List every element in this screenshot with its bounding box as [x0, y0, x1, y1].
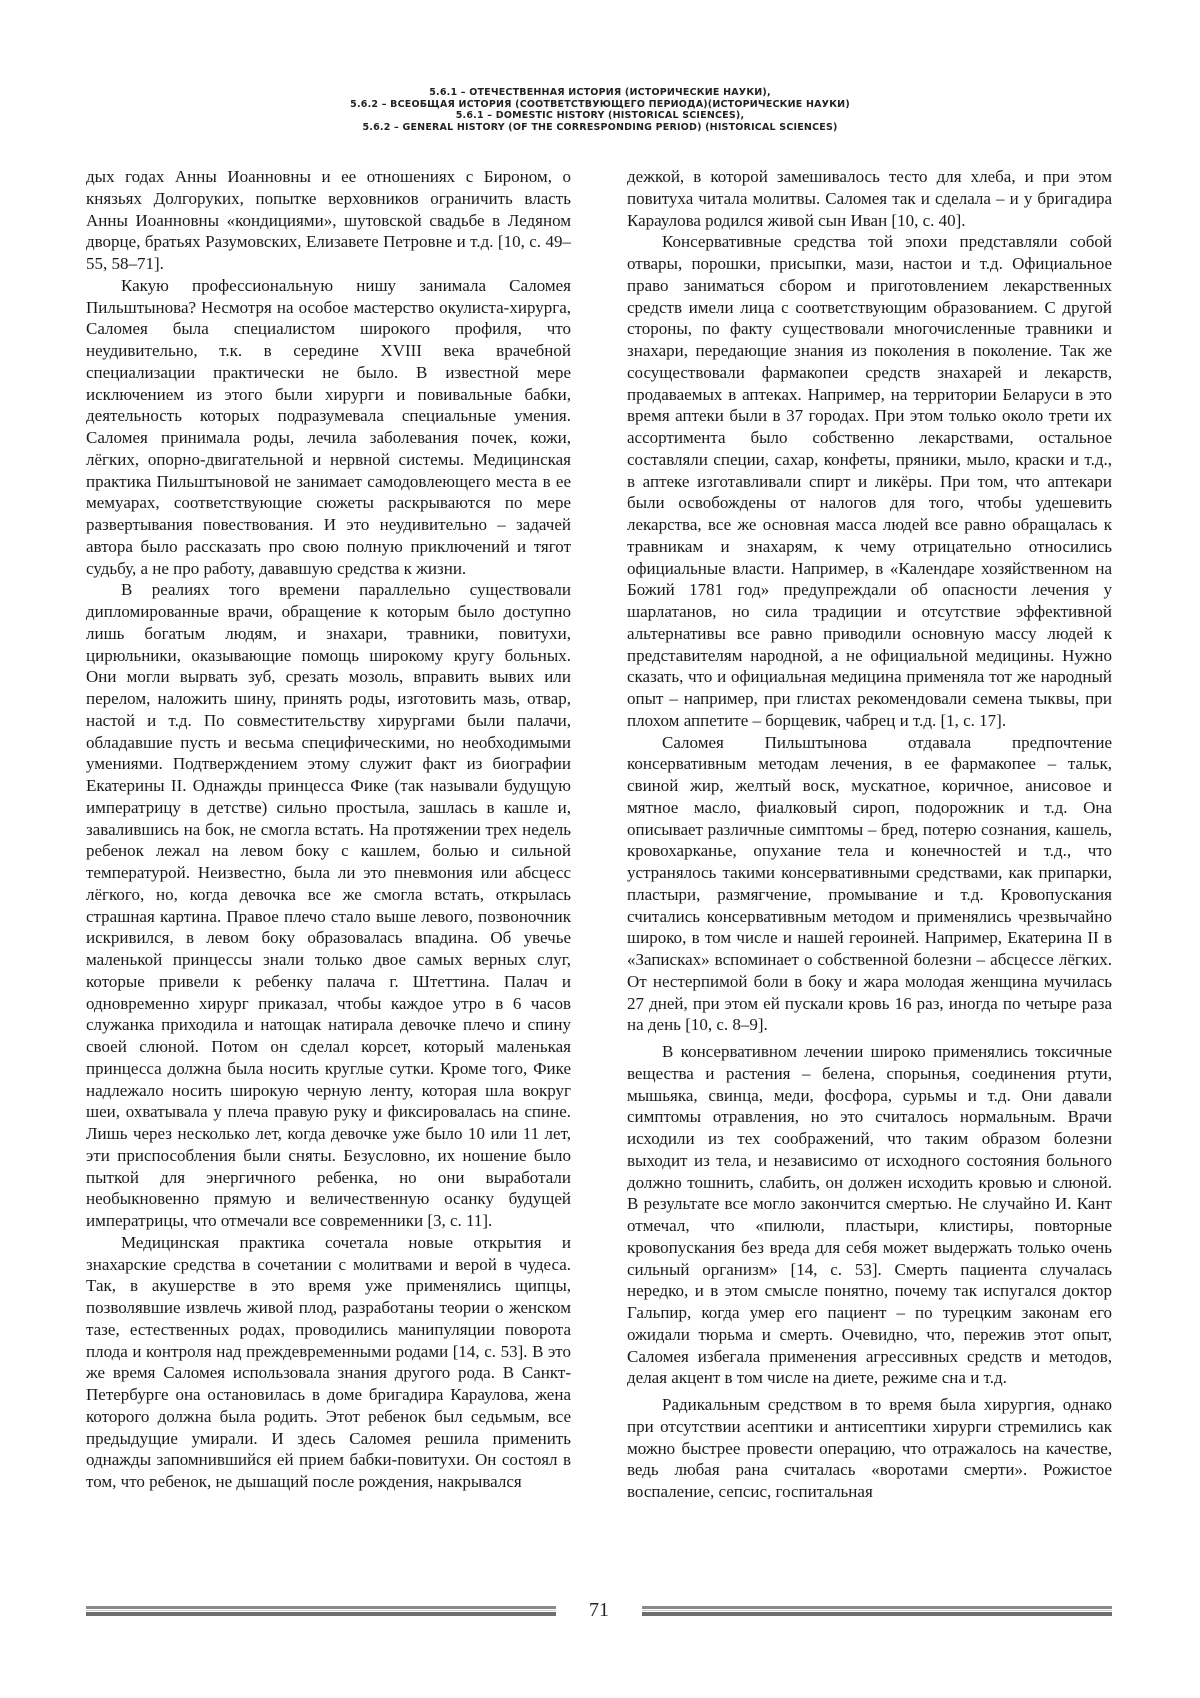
- right-paragraph-4: В консервативном лечении широко применялись токсичные вещества и растения – белена, спорынья, соединения ртути, мышьяка, свинца, меди, фосфора, сурьмы и т.д. Они давали симптомы отравления, но это считалось нормальным. Врачи исходили из тех соображений, что таким образом болезни выходит из тела, и независимо от исходного состояния больного должно тошнить, слабить, он должен исходить кровью и слюной. В результате все могло закончится смертью. Не случайно И. Кант отмечал, что «пилюли, пластыри, клистиры, повторные кровопускания без вреда для себя может выдержать только очень сильный организм» [14, с. 53]. Смерть пациента случалась нередко, и в этом смысле понятно, почему так испугался доктор Гальпир, когда умер его пациент – по турецким законам его ожидали тюрьма и смерть. Очевидно, что, пережив этот опыт, Саломея избегала применения агрессивных средств и методов, делая акцент в том числе на диете, режиме сна и т.д.: [627, 1042, 1112, 1388]
- right-paragraph-3: Саломея Пильштынова отдавала предпочтение консервативным методам лечения, в ее фармакопее – тальк, свиной жир, желтый воск, мускатное, коричное, анисовое и мятное масло, фиалковый сироп, подорожник и т.д. Она описывает различные симптомы – бред, потерю сознания, кашель, кровохарканье, опухание тела и конечностей и т.д., что устранялось такими консервативными средствами, как припарки, пластыри, размягчение, промывание и т.д. Кровопускания считались консервативным методом и применялись чрезвычайно широко, в том числе и нашей героиней. Например, Екатерина II в «Записках» вспоминает о собственной болезни – абсцессе лёгких. От нестерпимой боли в боку и жара молодая женщина мучилась 27 дней, при этом ей пускали кровь 16 раз, иногда по четыре раза на день [10, с. 8–9].: [627, 732, 1112, 1035]
- page-footer: [86, 1599, 1112, 1625]
- running-header: [0, 87, 1200, 133]
- left-paragraph-4: Медицинская практика сочетала новые открытия и знахарские средства в сочетании с молитвами и верой в чудеса. Так, в акушерстве в это время уже применялись щипцы, позволявшие извлечь живой плод, разработаны теории о женском тазе, естественных родах, проводились манипуляции поворота плода и контроля над преждевременными родами [14, с. 53]. В это же время Саломея использовала знания другого рода. В Санкт-Петербурге она остановилась в доме бригадира Караулова, жена которого должна была родить. Этот ребенок был седьмым, все предыдущие умирали. И здесь Саломея решила применить однажды запомнившийся ей прием бабки-повитухи. Он состоял в том, что ребенок, не дышащий после рождения, накрывался: [86, 1232, 571, 1491]
- page-number: 71: [589, 1599, 609, 1621]
- left-paragraph-2: Какую профессиональную нишу занимала Саломея Пильштынова? Несмотря на особое мастерство окулиста-хирурга, Саломея была специалистом широкого профиля, что неудивительно, т.к. в середине XVIII века врачебной специализации практически не было. В известной мере исключением из этого были хирурги и повивальные бабки, деятельность которых подразумевала специальные умения. Саломея принимала роды, лечила заболевания почек, кожи, лёгких, опорно-двигательной и нервной системы. Медицинская практика Пильштыновой не занимает самодовлеющего места в ее мемуарах, соответствующие сюжеты раскрываются по мере развертывания повествования. И это неудивительно – задачей автора было рассказать про свою полную приключений и тягот судьбу, а не про работу, дававшую средства к жизни.: [86, 275, 571, 578]
- right-column: [627, 166, 1112, 1503]
- footer-rule-left: [86, 1606, 556, 1616]
- left-paragraph-1: дых годах Анны Иоанновны и ее отношениях с Бироном, о князьях Долгоруких, попытке верховников ограничить власть Анны Иоанновны «кондициями», шутовской свадьбе в Ледяном дворце, братьях Разумовских, Елизавете Петровне и т.д. [10, с. 49–55, 58–71].: [86, 167, 571, 273]
- header-line-3: 5.6.1 – DOMESTIC HISTORY (HISTORICAL SCIENCES),: [455, 110, 745, 121]
- header-line-4: 5.6.2 – GENERAL HISTORY (OF THE CORRESPONDING PERIOD) (HISTORICAL SCIENCES): [362, 121, 838, 133]
- right-paragraph-1: дежкой, в которой замешивалось тесто для хлеба, и при этом повитуха читала молитвы. Саломея так и сделала – и у бригадира Караулова родился живой сын Иван [10, с. 40].: [627, 167, 1112, 230]
- header-line-1: 5.6.1 – ОТЕЧЕСТВЕННАЯ ИСТОРИЯ (ИСТОРИЧЕСКИЕ НАУКИ),: [429, 87, 771, 98]
- right-paragraph-2: Консервативные средства той эпохи представляли собой отвары, порошки, присыпки, мази, настои и т.д. Официальное право заниматься сбором и приготовлением лекарственных средств имели лица с соответствующим образованием. С другой стороны, по факту существовали многочисленные травники и знахари, передающие знания из поколения в поколение. Так же сосуществовали фармакопеи средств знахарей и лекарств, продаваемых в аптеках. Например, на территории Беларуси в это время аптеки были в 37 городах. При этом только около трети их ассортимента было собственно лекарствами, остальное составляли специи, сахар, конфеты, пряники, мыло, краски и т.д., в аптеке изготавливали спирт и ликёры. При том, что аптекари были освобождены от налогов для того, чтобы удешевить лекарства, все же основная масса людей все равно обращалась к травникам и знахарям, к чему отрицательно относились официальные власти. Например, в «Календаре хозяйственном на Божий 1781 год» предупреждали об опасности лечения у шарлатанов, но сила традиции и отсутствие эффективной альтернативы все равно приводили основную массу людей к представителям народной, а не официальной медицины. Нужно сказать, что и официальная медицина применяла тот же народный опыт – например, при глистах рекомендовали семена тыквы, при плохом аппетите – борщевик, чабрец и т.д. [1, с. 17].: [627, 232, 1112, 730]
- header-line-2: 5.6.2 – ВСЕОБЩАЯ ИСТОРИЯ (СООТВЕТСТВУЮЩЕГО ПЕРИОДА)(ИСТОРИЧЕСКИЕ НАУКИ): [350, 98, 850, 110]
- left-paragraph-3: В реалиях того времени параллельно существовали дипломированные врачи, обращение к которым было доступно лишь богатым людям, и знахари, травники, повитухи, цирюльники, оказывающие помощь широкому кругу больных. Они могли вырвать зуб, срезать мозоль, вправить вывих или перелом, наложить шину, принять роды, изготовить мазь, отвар, настой и т.д. По совместительству хирургами были палачи, обладавшие пусть и весьма специфическими, но необходимыми умениями. Подтверждением этому служит факт из биографии Екатерины II. Однажды принцесса Фике (так называли будущую императрицу в детстве) сильно простыла, зашлась в кашле и, завалившись на бок, не смогла встать. На протяжении трех недель ребенок лежал на левом боку с кашлем, болью и сильной температурой. Неизвестно, была ли это пневмония или абсцесс лёгкого, но, когда девочка все же смогла встать, открылась страшная картина. Правое плечо стало выше левого, позвоночник искривился, в левом боку образовалась впадина. Об увечье маленькой принцессы знали только двое самых верных слуг, которые привели к ребенку палача г. Штеттина. Палач и одновременно хирург приказал, чтобы каждое утро в 6 часов служанка приходила и натощак натирала девочке плечо и спину своей слюной. Потом он сделал корсет, который маленькая принцесса должна была носить круглые сутки. Кроме того, Фике надлежало носить широкую черную ленту, которая шла вокруг шеи, охватывала у плеча правую руку и фиксировалась на спине. Лишь через несколько лет, когда девочке уже было 10 или 11 лет, эти приспособления были сняты. Безусловно, их ношение было пыткой для энергичного ребенка, но они выработали необыкновенно прямую и величественную осанку будущей императрицы, что отмечали все современники [3, с. 11].: [86, 580, 571, 1230]
- left-column: [86, 166, 571, 1493]
- footer-rule-right: [642, 1606, 1112, 1616]
- right-paragraph-5: Радикальным средством в то время была хирургия, однако при отсутствии асептики и антисептики хирурги стремились как можно быстрее провести операцию, что отражалось на качестве, ведь любая рана считалась «воротами смерти». Рожистое воспаление, сепсис, госпитальная: [627, 1395, 1112, 1501]
